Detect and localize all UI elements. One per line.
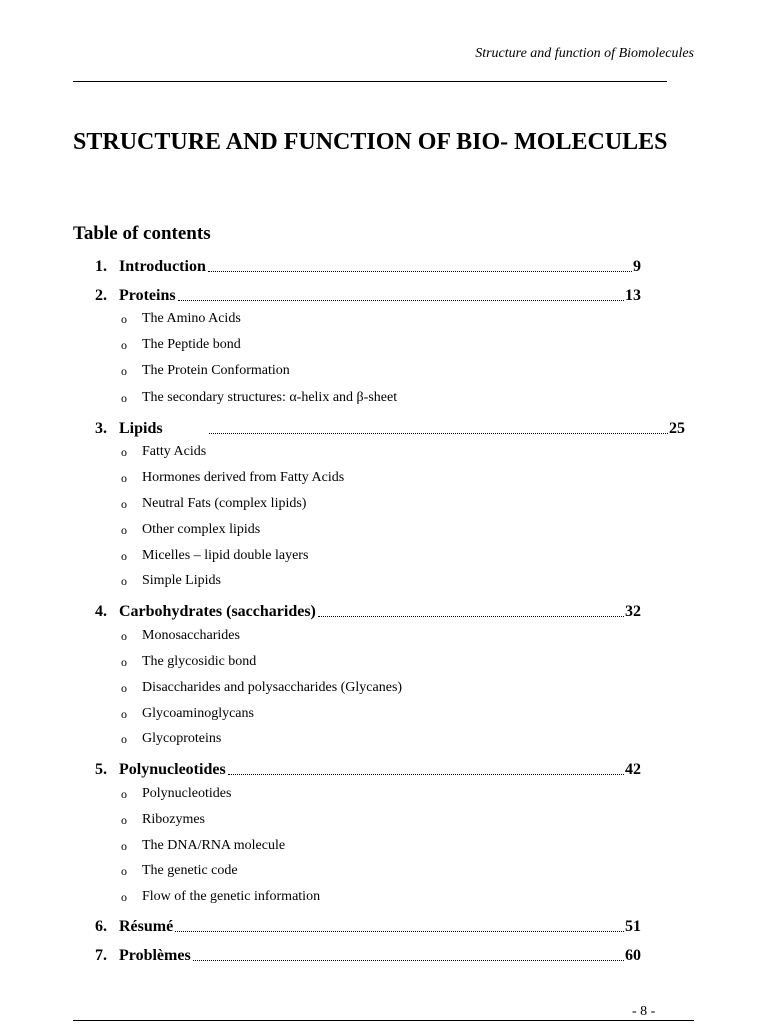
toc-entry-label: Problèmes [119, 947, 191, 964]
toc-entry-label: Introduction [119, 258, 206, 275]
toc-subitem-label: Simple Lipids [142, 573, 221, 588]
toc-subitem[interactable] [121, 444, 206, 460]
toc-subitem-label: Polynucleotides [142, 786, 232, 801]
toc-entry-page: 42 [625, 761, 641, 778]
toc-subitem[interactable] [121, 548, 308, 564]
toc-subitem-label: Disaccharides and polysaccharides (Glycanes) [142, 680, 403, 695]
toc-subitem[interactable] [121, 786, 231, 802]
toc-dot-leader [209, 433, 668, 434]
toc-entry[interactable] [95, 254, 641, 276]
toc-subitem-label: The Protein Conformation [142, 363, 290, 378]
toc-subitem[interactable] [121, 706, 254, 722]
toc-entry-number: 3. [95, 420, 107, 437]
toc-subitem[interactable] [121, 311, 241, 327]
toc-subitem[interactable] [121, 628, 240, 644]
toc-subitem[interactable] [121, 390, 397, 406]
hollow-circle-bullet-icon: o [121, 654, 127, 669]
toc-subitem-label: The glycosidic bond [142, 654, 257, 669]
running-header: Structure and function of Biomolecules [475, 46, 694, 61]
toc-subitem-label: Neutral Fats (complex lipids) [142, 496, 307, 511]
hollow-circle-bullet-icon: o [121, 786, 127, 801]
header-rule [73, 81, 667, 82]
toc-subitem[interactable] [121, 573, 221, 589]
toc-entry-page: 13 [625, 287, 641, 304]
toc-entry-page: 25 [669, 420, 685, 437]
toc-subitem-label: The Peptide bond [142, 337, 241, 352]
toc-dot-leader [208, 271, 632, 272]
toc-subitem[interactable] [121, 654, 256, 670]
toc-dot-leader [175, 931, 624, 932]
toc-entry[interactable] [95, 757, 641, 779]
footer-rule [73, 1020, 694, 1021]
toc-subitem[interactable] [121, 812, 205, 828]
hollow-circle-bullet-icon: o [121, 889, 127, 904]
hollow-circle-bullet-icon: o [121, 470, 127, 485]
hollow-circle-bullet-icon: o [121, 812, 127, 827]
toc-entry[interactable] [95, 283, 641, 305]
toc-subitem[interactable] [121, 363, 290, 379]
toc-entry-page: 51 [625, 918, 641, 935]
toc-entry[interactable] [95, 943, 641, 965]
toc-subitem-label: Flow of the genetic information [142, 889, 321, 904]
toc-subitem-label: The secondary structures: α-helix and β-sheet [142, 390, 398, 405]
toc-entry-number: 4. [95, 603, 107, 620]
toc-entry[interactable] [95, 914, 641, 936]
toc-subitem-label: Other complex lipids [142, 522, 261, 537]
toc-subitem-label: The DNA/RNA molecule [142, 838, 286, 853]
toc-subitem[interactable] [121, 496, 306, 512]
toc-subitem[interactable] [121, 522, 260, 538]
hollow-circle-bullet-icon: o [121, 444, 127, 459]
toc-entry-label: Polynucleotides [119, 761, 226, 778]
toc-entry-page: 32 [625, 603, 641, 620]
toc-heading: Table of contents [73, 223, 211, 244]
hollow-circle-bullet-icon: o [121, 706, 127, 721]
toc-dot-leader [178, 300, 624, 301]
hollow-circle-bullet-icon: o [121, 573, 127, 588]
hollow-circle-bullet-icon: o [121, 496, 127, 511]
toc-entry-number: 6. [95, 918, 107, 935]
toc-subitem-label: Hormones derived from Fatty Acids [142, 470, 345, 485]
toc-dot-leader [318, 616, 624, 617]
toc-subitem[interactable] [121, 863, 238, 879]
toc-entry-number: 7. [95, 947, 107, 964]
toc-entry-number: 1. [95, 258, 107, 275]
toc-subitem-label: Glycoaminoglycans [142, 706, 254, 721]
toc-subitem[interactable] [121, 889, 320, 905]
hollow-circle-bullet-icon: o [121, 863, 127, 878]
toc-entry[interactable] [95, 416, 685, 438]
toc-entry-label: Carbohydrates (saccharides) [119, 603, 316, 620]
toc-entry-number: 2. [95, 287, 107, 304]
toc-subitem-label: Ribozymes [142, 812, 205, 827]
toc-subitem[interactable] [121, 337, 241, 353]
hollow-circle-bullet-icon: o [121, 390, 127, 405]
toc-subitem[interactable] [121, 838, 285, 854]
hollow-circle-bullet-icon: o [121, 522, 127, 537]
toc-subitem-label: Fatty Acids [142, 444, 207, 459]
hollow-circle-bullet-icon: o [121, 838, 127, 853]
toc-subitem[interactable] [121, 731, 221, 747]
toc-entry-label: Lipids [119, 420, 163, 437]
toc-entry[interactable] [95, 599, 641, 621]
toc-dot-leader [228, 774, 624, 775]
toc-subitem-label: Micelles – lipid double layers [142, 548, 309, 563]
hollow-circle-bullet-icon: o [121, 548, 127, 563]
toc-entry-label: Proteins [119, 287, 176, 304]
toc-subitem-label: Glycoproteins [142, 731, 222, 746]
toc-subitem[interactable] [121, 680, 402, 696]
hollow-circle-bullet-icon: o [121, 311, 127, 326]
toc-dot-leader [193, 960, 624, 961]
hollow-circle-bullet-icon: o [121, 628, 127, 643]
toc-subitem-label: The Amino Acids [142, 311, 241, 326]
toc-entry-number: 5. [95, 761, 107, 778]
toc-entry-page: 60 [625, 947, 641, 964]
hollow-circle-bullet-icon: o [121, 680, 127, 695]
toc-entry-page: 9 [633, 258, 641, 275]
toc-entry-label: Résumé [119, 918, 174, 935]
hollow-circle-bullet-icon: o [121, 363, 127, 378]
toc-subitem-label: Monosaccharides [142, 628, 240, 643]
hollow-circle-bullet-icon: o [121, 731, 127, 746]
page-number: - 8 - [632, 1004, 656, 1019]
toc-subitem-label: The genetic code [142, 863, 238, 878]
document-title: STRUCTURE AND FUNCTION OF BIO- MOLECULES [73, 129, 668, 155]
toc-subitem[interactable] [121, 470, 344, 486]
hollow-circle-bullet-icon: o [121, 337, 127, 352]
